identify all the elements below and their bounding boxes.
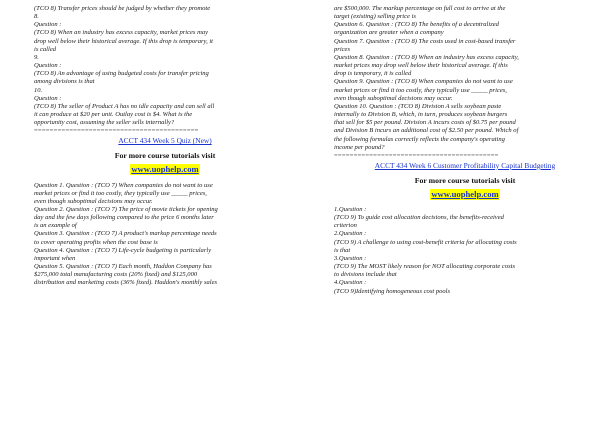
- right-question-text-body: 1.Question : (TCO 9) To guide cost allocation decisions, the benefits-received criterion 2.Question : (TCO 9) A challenge to using cost-benefit criteria for allocating costs is that 3.Question : (TCO 9) The MOST likely reason for NOT allocating corporate costs to divisions include that 4.Question : (TCO 9)Identifying homogeneous cost pools: [334, 205, 517, 295]
- right-site-link[interactable]: www.uophelp.com: [431, 188, 499, 199]
- right-site-wrapper: [334, 189, 596, 200]
- left-visit-heading: For more course tutorials visit: [114, 151, 216, 161]
- right-question-text-top: are $500,000. The markup percentage on full cost to arrive at the target (existing) selling price is Question 6. Question : (TCO 8) The benefits of a decentralized organization are greater when a company Question 7. Question : (TCO 8) The costs used in cost-based transfer prices Question 8. Question : (TCO 8) When an industry has excess capacity, market prices may drop well below their historical average. If this drop is temporary, it is called Question 9. Question : (TCO 8) When companies do not want to use market prices or find it too costly, they typically use _____ prices, even though suboptimal decisions may occur. Question 10. Question : (TCO 8) Division A sells soybean paste internally to Division B, which, in turn, produces soybean burgers that sell for $5 per pound. Division A incurs costs of $0.75 per pound and Division B incurs an additional cost of $2.50 per pound. Which of the following formulas correctly reflects the company's operating income per pound?: [334, 5, 519, 151]
- left-question-text-top: (TCO 8) Transfer prices should be judged by whether they promote 8. Question : (TCO 8) When an industry has excess capacity, market prices may drop well below their historical average. If this drop is temporary, it is called 9. Question : (TCO 8) An advantage of using budgeted costs for transfer pricing among divisions is that 10. Question : (TCO 8) The seller of Product A has no idle capacity and can sell all it can produce at $20 per unit. Outlay cost is $4. What is the opportunity cost, assuming the seller sells internally?: [34, 5, 215, 127]
- right-separator: ==========================================: [334, 151, 499, 159]
- right-column: [334, 5, 596, 296]
- left-separator: ==========================================: [34, 127, 199, 135]
- week6-customer-profitability-link[interactable]: ACCT 434 Week 6 Customer Profitability Capital Budgeting: [374, 160, 556, 170]
- right-visit-heading: For more course tutorials visit: [414, 175, 516, 185]
- week5-quiz-link[interactable]: ACCT 434 Week 5 Quiz (New): [118, 136, 212, 146]
- left-column: [34, 5, 296, 288]
- left-question-text-body: Question 1. Question : (TCO 7) When companies do not want to use market prices or find it too costly, they typically use _____ prices, even though suboptimal decisions may occur. Question 2. Question : (TCO 7) The price of movie tickets for opening day and the few days following compared to the price 6 months later is an example of Question 3. Question : (TCO 7) A product's markup percentage needs to cover operating profits when the cost base is Question 4. Question : (TCO 7) Life-cycle budgeting is particularly important when Question 5. Question : (TCO 7) Each month, Haddon Company has $275,000 total manufacturing costs (20% fixed) and $125,000 distribution and marketing costs (36% fixed). Haddon's monthly sales: [34, 181, 218, 287]
- left-site-link[interactable]: www.uophelp.com: [131, 164, 199, 175]
- left-site-wrapper: [34, 164, 296, 175]
